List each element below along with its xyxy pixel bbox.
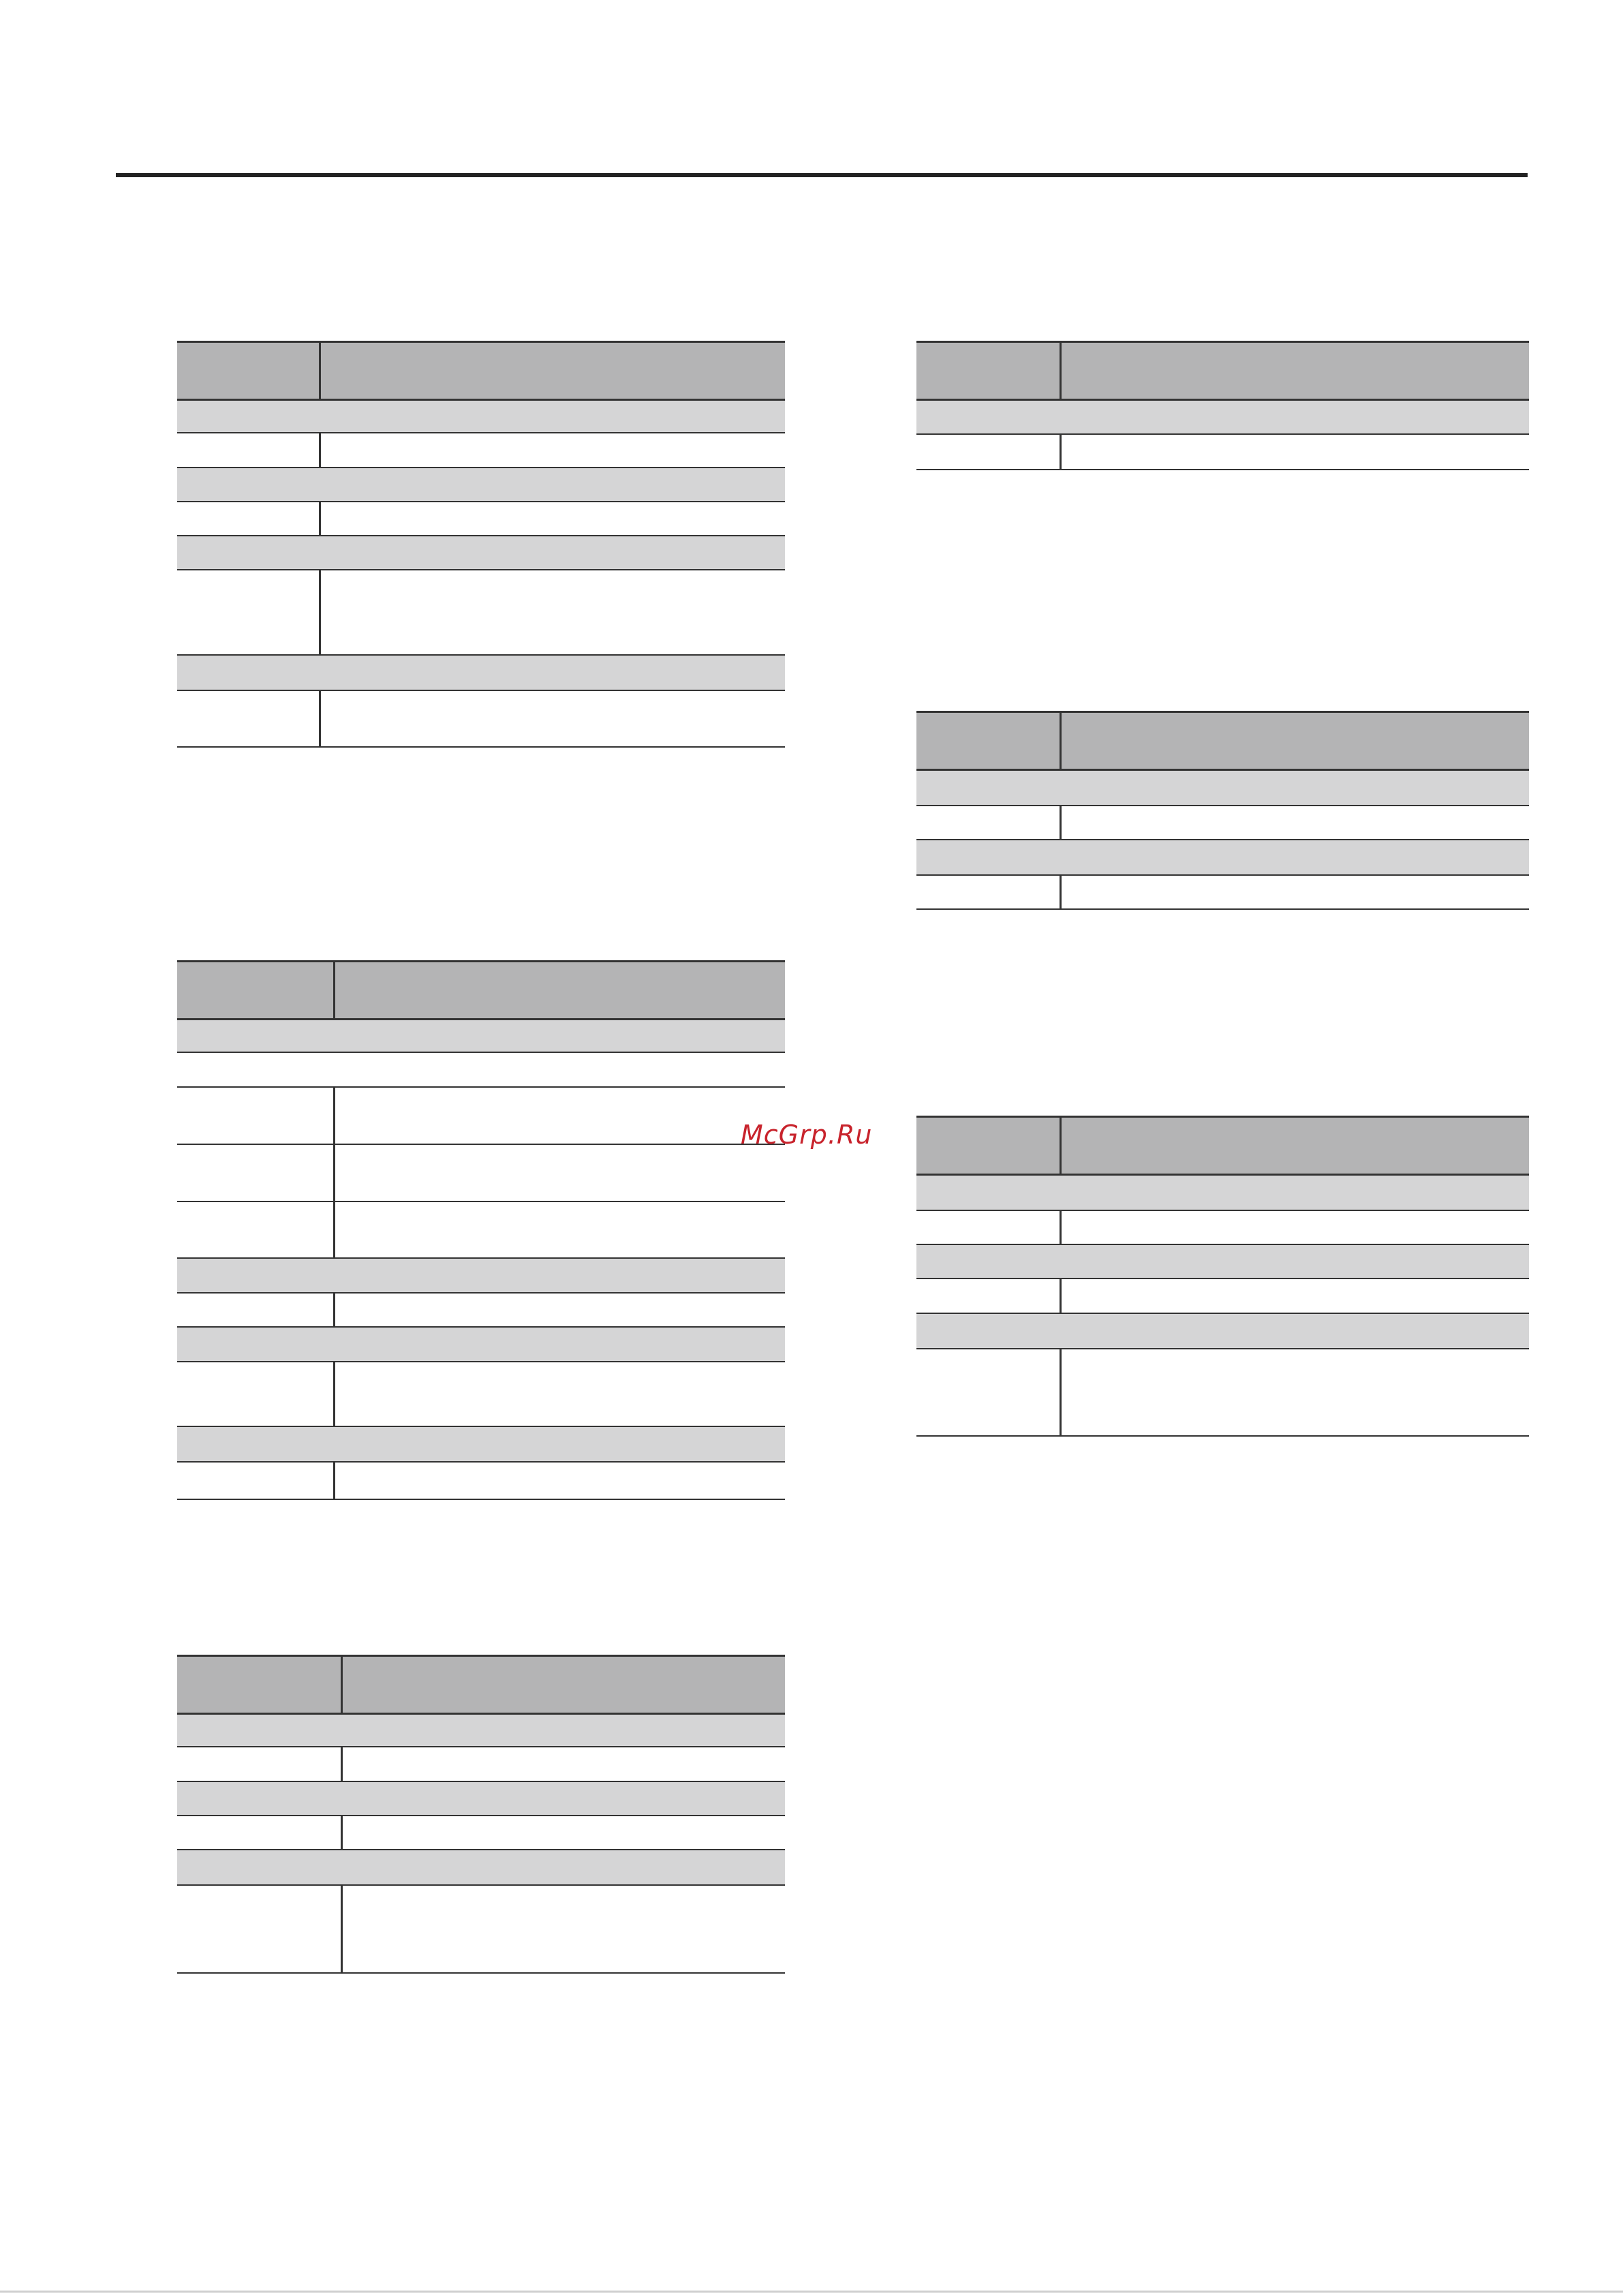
group-row [177,1782,785,1816]
column-divider [341,1747,343,1781]
column-divider [319,691,321,746]
column-divider [319,502,321,535]
column-divider [1060,1279,1062,1313]
column-divider [1060,1349,1062,1435]
table-row [177,1294,785,1328]
table-3 [177,1655,785,1974]
table-4 [916,341,1529,470]
column-divider [319,343,321,399]
column-divider [1060,343,1062,399]
group-row [916,840,1529,876]
table-row [177,433,785,468]
column-divider [333,1088,335,1144]
table-row [177,1816,785,1850]
group-row [177,536,785,570]
group-row [177,1020,785,1053]
column-divider [1060,806,1062,839]
group-row [177,1259,785,1294]
group-row [177,468,785,502]
column-divider [341,1657,343,1713]
column-divider [1060,435,1062,469]
table-row [177,502,785,536]
column-divider [333,962,335,1018]
column-divider [1060,1118,1062,1174]
table-row [177,1362,785,1427]
column-divider [333,1145,335,1201]
column-divider [1060,876,1062,908]
column-divider [333,1294,335,1326]
bottom-rule [0,2291,1623,2293]
group-row [916,401,1529,435]
column-divider [1060,713,1062,769]
column-divider [333,1202,335,1257]
table-header [177,960,785,1020]
group-row [177,401,785,433]
top-rule [116,173,1528,177]
table-row [916,876,1529,910]
table-row [177,1088,785,1145]
table-row [916,1211,1529,1245]
table-5 [916,711,1529,910]
group-row [177,1850,785,1886]
table-row [916,806,1529,840]
table-row [916,435,1529,470]
table-row [177,1145,785,1202]
table-row [177,1886,785,1974]
column-divider [319,433,321,467]
table-row [916,1279,1529,1314]
table-header [177,1655,785,1715]
group-row [916,771,1529,806]
column-divider [333,1362,335,1426]
table-row [177,1053,785,1088]
group-row [916,1314,1529,1349]
table-row [177,1747,785,1782]
column-divider [319,570,321,654]
group-row [177,1328,785,1362]
table-row [177,691,785,748]
table-header [177,341,785,401]
group-row [177,1715,785,1747]
column-divider [333,1463,335,1499]
table-header [916,711,1529,771]
table-2 [177,960,785,1500]
group-row [916,1245,1529,1279]
table-header [916,341,1529,401]
table-row [916,1349,1529,1437]
column-divider [341,1886,343,1972]
column-divider [1060,1211,1062,1244]
table-1 [177,341,785,748]
watermark-text: McGrp.Ru [741,1120,873,1150]
table-6 [916,1116,1529,1437]
group-row [177,656,785,691]
group-row [916,1176,1529,1211]
table-header [916,1116,1529,1176]
table-row [177,570,785,656]
table-row [177,1202,785,1259]
column-divider [341,1816,343,1849]
group-row [177,1427,785,1463]
table-row [177,1463,785,1500]
